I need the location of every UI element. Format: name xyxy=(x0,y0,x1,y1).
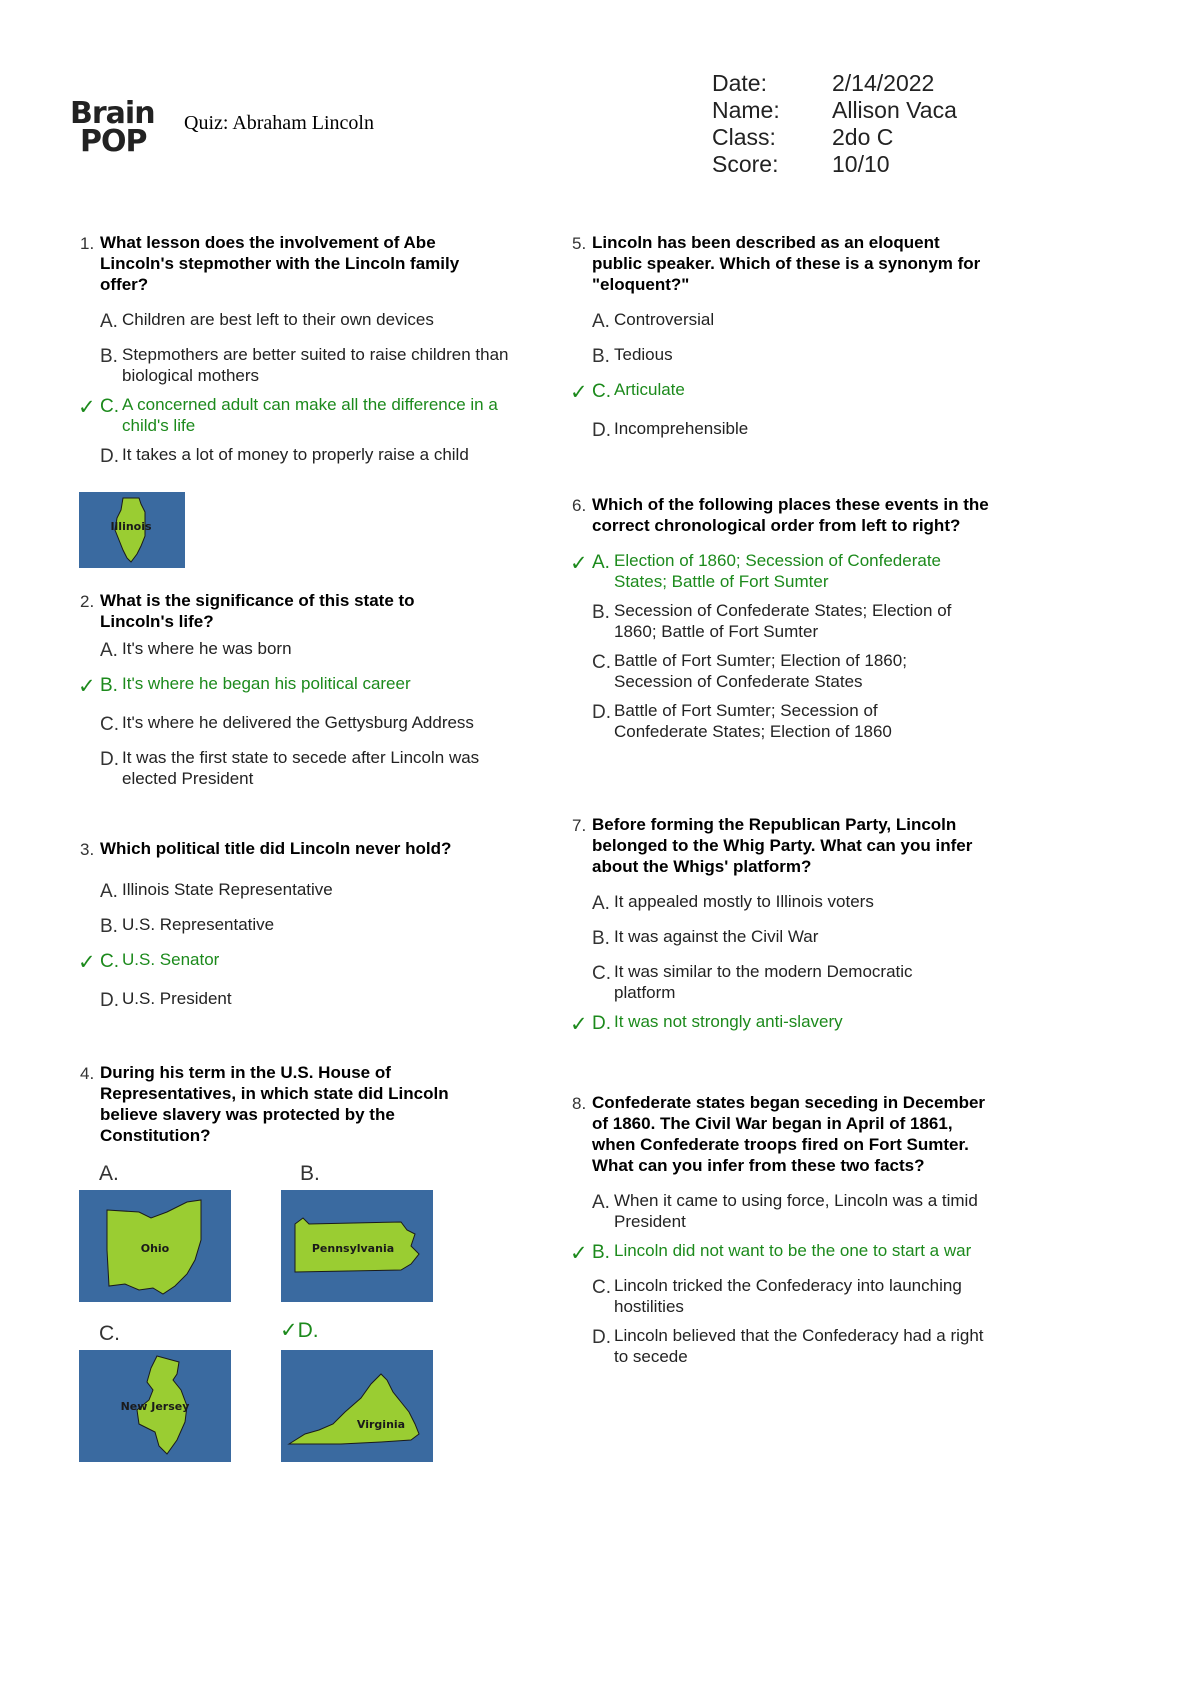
question-number: 3. xyxy=(80,840,95,859)
question-number: 8. xyxy=(572,1094,587,1113)
option-a: A. It's where he was born xyxy=(100,639,292,661)
option-d: D. Incomprehensible xyxy=(592,419,749,441)
virginia-map xyxy=(281,1350,433,1462)
question-3 xyxy=(78,838,520,1011)
option-b-correct: ✓ B. Lincoln did not want to be the one to start a war xyxy=(570,1241,972,1265)
meta-class: Class: 2do C xyxy=(712,124,894,150)
question-2 xyxy=(78,590,520,789)
question-number: 6. xyxy=(572,496,587,515)
option-b: B. U.S. Representative xyxy=(100,915,275,937)
option-d-correct: ✓ D. It was not strongly anti-slavery xyxy=(570,1012,843,1036)
option-a: A. When it came to using force, Lincoln was a timid President xyxy=(592,1191,978,1231)
question-number: 7. xyxy=(572,816,587,835)
question-8 xyxy=(570,1092,1012,1367)
pennsylvania-map xyxy=(281,1190,433,1302)
option-b: B. Stepmothers are better suited to raise children than biological mothers xyxy=(100,345,509,385)
question-text: What lesson does the involvement of Abe Lincoln's stepmother with the Lincoln family offer? xyxy=(100,233,460,294)
choice-a-letter: A. xyxy=(99,1162,119,1185)
check-icon: ✓ xyxy=(78,951,96,974)
question-1 xyxy=(78,232,520,467)
check-icon: ✓ xyxy=(78,675,96,698)
ohio-map xyxy=(79,1190,231,1302)
question-6 xyxy=(570,494,1012,742)
question-text: Which of the following places these events in the correct chronological order from left to right? xyxy=(592,495,989,535)
question-number: 4. xyxy=(80,1064,95,1083)
option-a: A. It appealed mostly to Illinois voters xyxy=(592,892,874,914)
question-4 xyxy=(80,1062,520,1146)
question-text: Before forming the Republican Party, Lincoln belonged to the Whig Party. What can you infer about the Whigs' platform? xyxy=(592,815,973,876)
option-d: D. Lincoln believed that the Confederacy had a right to secede xyxy=(592,1326,984,1366)
illinois-map xyxy=(79,492,185,568)
option-c: C. Battle of Fort Sumter; Election of 1860; Secession of Confederate States xyxy=(592,651,907,691)
option-b: B. Secession of Confederate States; Election of 1860; Battle of Fort Sumter xyxy=(592,601,952,641)
question-5 xyxy=(570,232,1012,441)
check-icon: ✓ xyxy=(280,1319,298,1342)
option-a: A. Controversial xyxy=(592,310,715,332)
logo-line-2: POP xyxy=(80,124,147,159)
option-a-correct: ✓ A. Election of 1860; Secession of Confederate States; Battle of Fort Sumter xyxy=(570,551,941,591)
logo-line-1: Brain xyxy=(70,96,155,131)
option-c: C. It was similar to the modern Democratic platform xyxy=(592,962,913,1002)
option-c-correct: ✓ C. U.S. Senator xyxy=(78,950,220,974)
question-text: Lincoln has been described as an eloquent public speaker. Which of these is a synonym for "eloquent?" xyxy=(592,233,981,294)
option-d: D. U.S. President xyxy=(100,989,232,1011)
question-7 xyxy=(570,814,1012,1036)
quiz-meta xyxy=(712,70,957,178)
check-icon: ✓ xyxy=(570,1013,588,1036)
meta-date: Date: 2/14/2022 xyxy=(712,70,935,96)
option-b-correct: ✓ B. It's where he began his political career xyxy=(78,674,411,698)
map-label-virginia: Virginia xyxy=(356,1418,406,1431)
option-c: C. It's where he delivered the Gettysburg Address xyxy=(100,713,474,735)
choice-b-letter: B. xyxy=(300,1162,320,1185)
choice-c-letter: C. xyxy=(99,1322,120,1345)
meta-score: Score: 10/10 xyxy=(712,151,890,177)
brainpop-logo xyxy=(70,96,180,159)
question-text: What is the significance of this state to Lincoln's life? xyxy=(100,591,415,631)
question-text: Which political title did Lincoln never hold? xyxy=(100,839,452,858)
map-label-new-jersey: New Jersey xyxy=(120,1400,190,1413)
option-c-correct: ✓ C. Articulate xyxy=(570,380,685,404)
check-icon: ✓ xyxy=(570,552,588,575)
option-d: D. It takes a lot of money to properly raise a child xyxy=(100,445,469,467)
option-b: B. It was against the Civil War xyxy=(592,927,819,949)
check-icon: ✓ xyxy=(570,381,588,404)
new-jersey-map xyxy=(79,1350,231,1462)
question-text: Confederate states began seceding in December of 1860. The Civil War began in April of 1861, when Confederate troops fired on Fort Sumter. What can you infer from these two facts? xyxy=(592,1093,986,1175)
option-d: D. Battle of Fort Sumter; Secession of Confederate States; Election of 1860 xyxy=(592,701,892,741)
question-number: 5. xyxy=(572,234,587,253)
option-c-correct: ✓ C. A concerned adult can make all the difference in a child's life xyxy=(78,395,498,435)
quiz-title: Quiz: Abraham Lincoln xyxy=(184,112,374,134)
option-c: C. Lincoln tricked the Confederacy into launching hostilities xyxy=(592,1276,962,1316)
map-label-pennsylvania: Pennsylvania xyxy=(311,1242,395,1255)
question-text: During his term in the U.S. House of Representatives, in which state did Lincoln believe slavery was protected by the Constitution? xyxy=(100,1063,449,1145)
question-number: 2. xyxy=(80,592,95,611)
option-b: B. Tedious xyxy=(592,345,673,367)
map-label-ohio: Ohio xyxy=(140,1242,170,1255)
map-label-illinois: Illinois xyxy=(110,520,152,533)
option-d: D. It was the first state to secede after Lincoln was elected President xyxy=(100,748,480,788)
check-icon: ✓ xyxy=(570,1242,588,1265)
question-number: 1. xyxy=(80,234,95,253)
option-a: A. Children are best left to their own devices xyxy=(100,310,434,332)
option-a: A. Illinois State Representative xyxy=(100,880,333,902)
meta-name: Name: Allison Vaca xyxy=(712,97,957,123)
choice-d-letter-correct: ✓D. xyxy=(280,1319,319,1342)
check-icon: ✓ xyxy=(78,396,96,419)
